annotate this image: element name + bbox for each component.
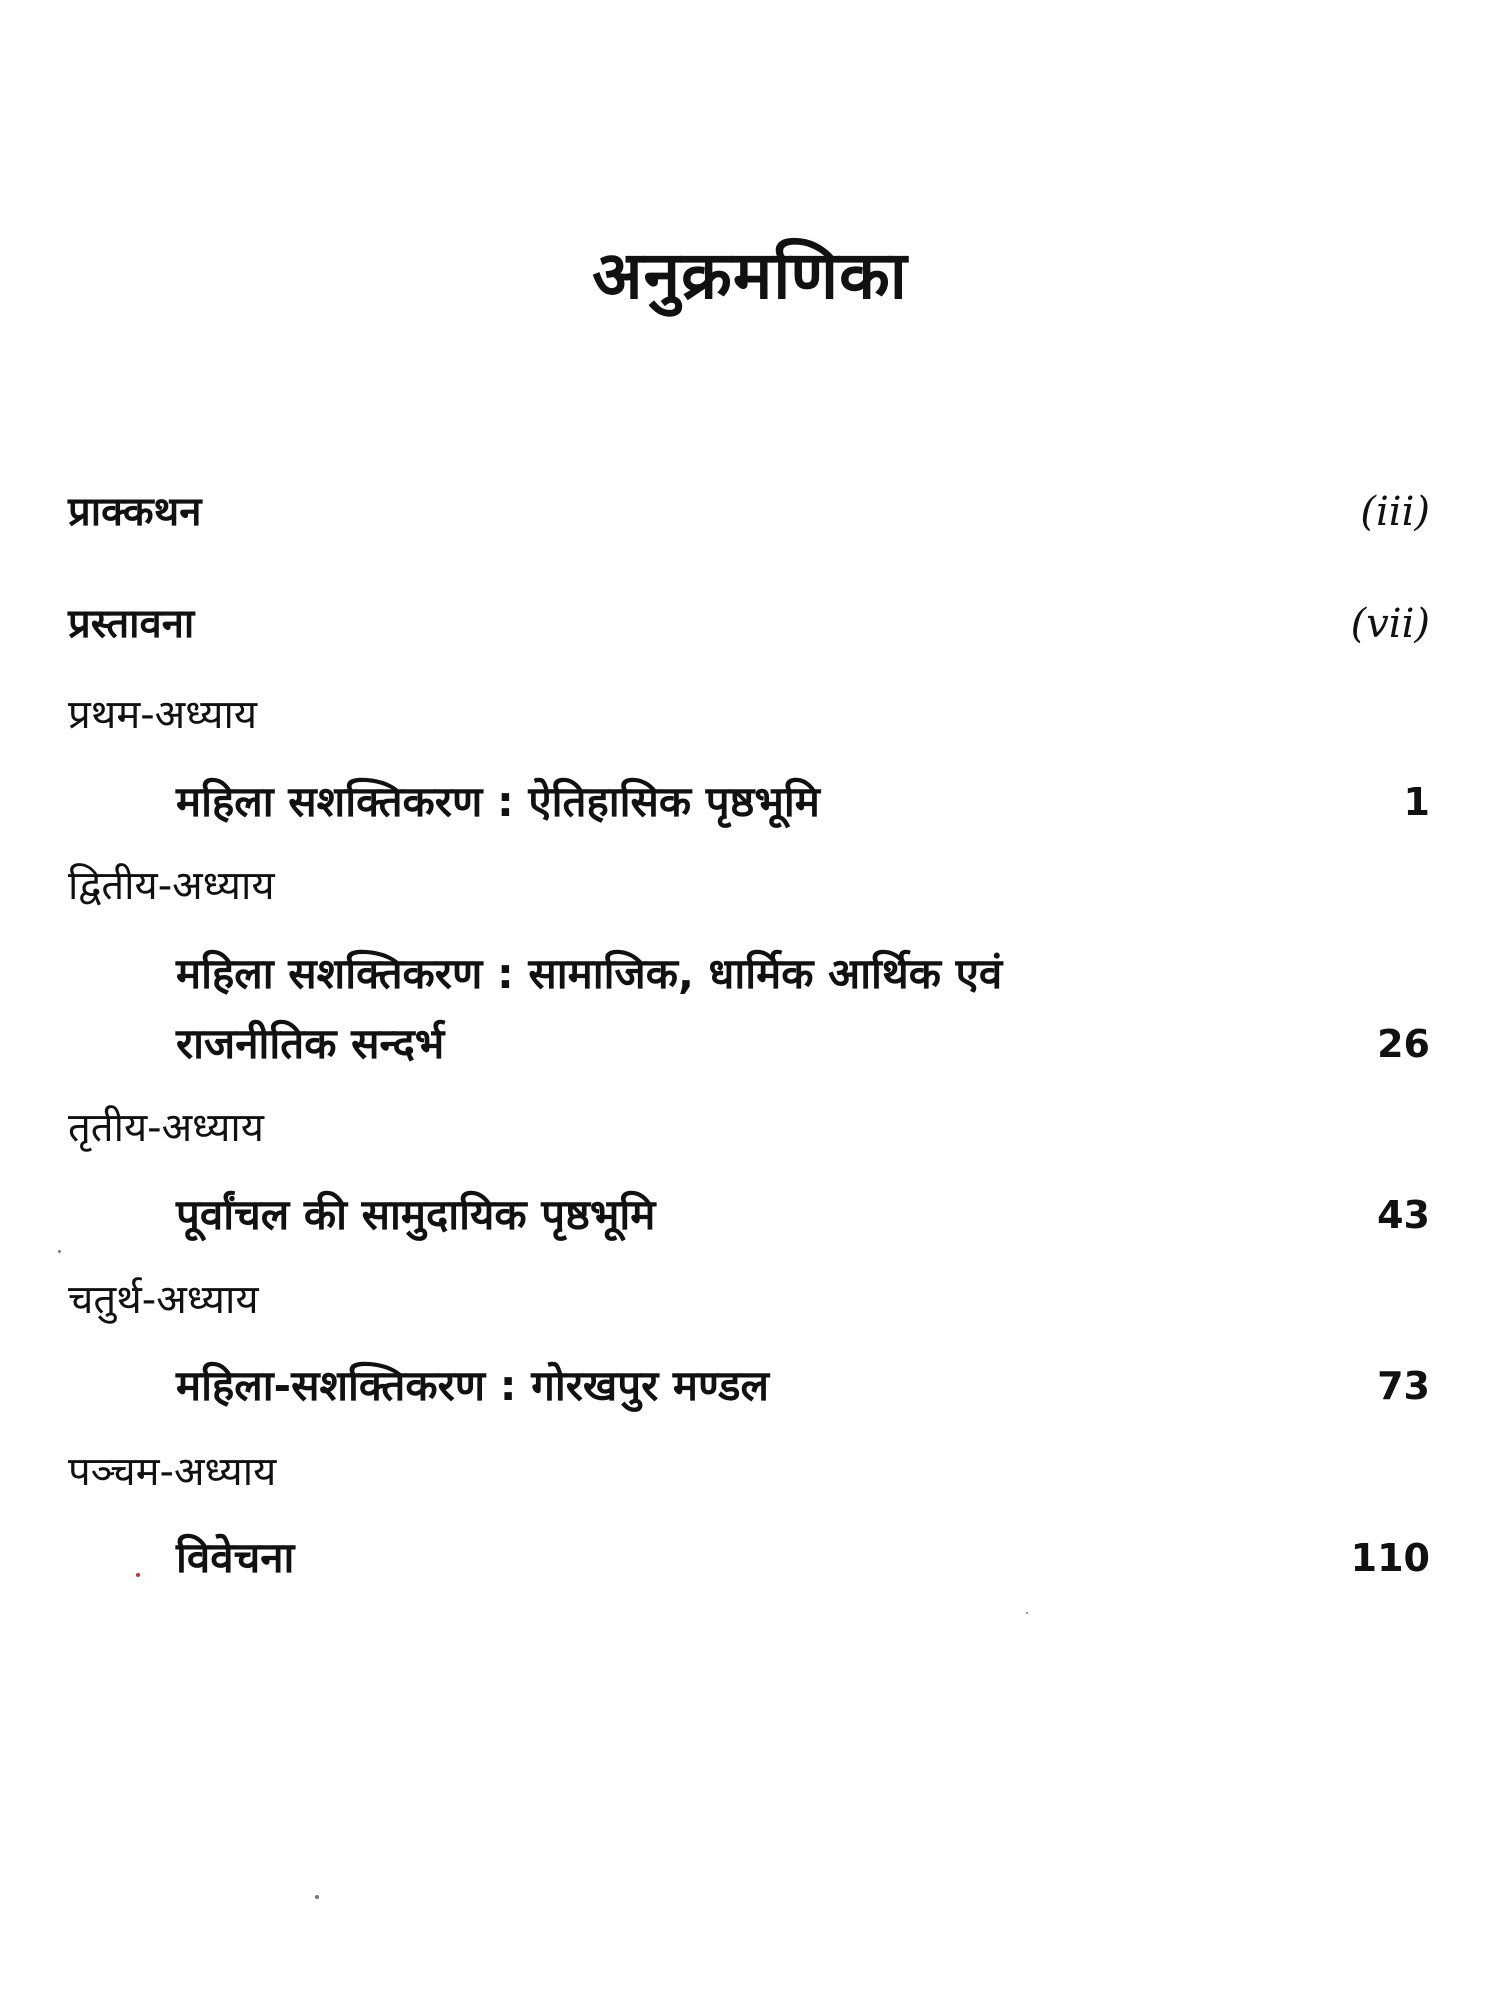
toc-entry: [68, 942, 1430, 1006]
chapter-title: महिला सशक्तिकरण : ऐतिहासिक पृष्ठभूमि: [176, 777, 820, 826]
toc-entry: [68, 1354, 1430, 1418]
chapter-heading: [68, 854, 1430, 918]
chapter-heading-text: चतुर्थ-अध्याय: [68, 1277, 259, 1323]
chapter-heading: [68, 1268, 1430, 1332]
toc-front-entry: [68, 480, 1430, 544]
chapter-title: पूर्वांचल की सामुदायिक पृष्ठभूमि: [176, 1190, 656, 1239]
scan-speck: [58, 1250, 61, 1253]
toc-page-number: (vii): [1350, 601, 1430, 647]
chapter-heading-text: तृतीय-अध्याय: [68, 1105, 264, 1151]
toc-page-number: (iii): [1360, 489, 1430, 535]
toc-entry-label: प्राक्कथन: [68, 489, 202, 535]
toc-page-number: 73: [1377, 1364, 1430, 1408]
chapter-heading-text: प्रथम-अध्याय: [68, 692, 258, 738]
chapter-heading: [68, 1096, 1430, 1160]
chapter-title: विवेचना: [176, 1533, 295, 1582]
chapter-heading: [68, 683, 1430, 747]
toc-entry-label: प्रस्तावना: [68, 601, 195, 647]
scan-speck: [136, 1573, 140, 1577]
chapter-heading: [68, 1440, 1430, 1504]
toc-front-entry: [68, 592, 1430, 656]
chapter-title-continued: राजनीतिक सन्दर्भ: [176, 1019, 445, 1068]
page-title: अनुक्रमणिका: [592, 237, 908, 314]
chapter-heading-text: पञ्चम-अध्याय: [68, 1449, 277, 1495]
toc-page-number: 1: [1403, 780, 1430, 824]
toc-entry: [68, 1012, 1430, 1076]
chapter-heading-text: द्वितीय-अध्याय: [68, 863, 275, 909]
toc-page-number: 26: [1377, 1022, 1430, 1066]
scan-speck: [315, 1895, 319, 1899]
scan-speck: [1026, 1612, 1028, 1614]
toc-entry: [68, 1526, 1430, 1590]
toc-entry: [68, 1183, 1430, 1247]
toc-page-number: 110: [1350, 1536, 1430, 1580]
toc-page-number: 43: [1377, 1193, 1430, 1237]
chapter-title: महिला सशक्तिकरण : सामाजिक, धार्मिक आर्थिक एवं: [176, 949, 1003, 998]
toc-entry: [68, 770, 1430, 834]
chapter-title: महिला-सशक्तिकरण : गोरखपुर मण्डल: [176, 1361, 769, 1410]
